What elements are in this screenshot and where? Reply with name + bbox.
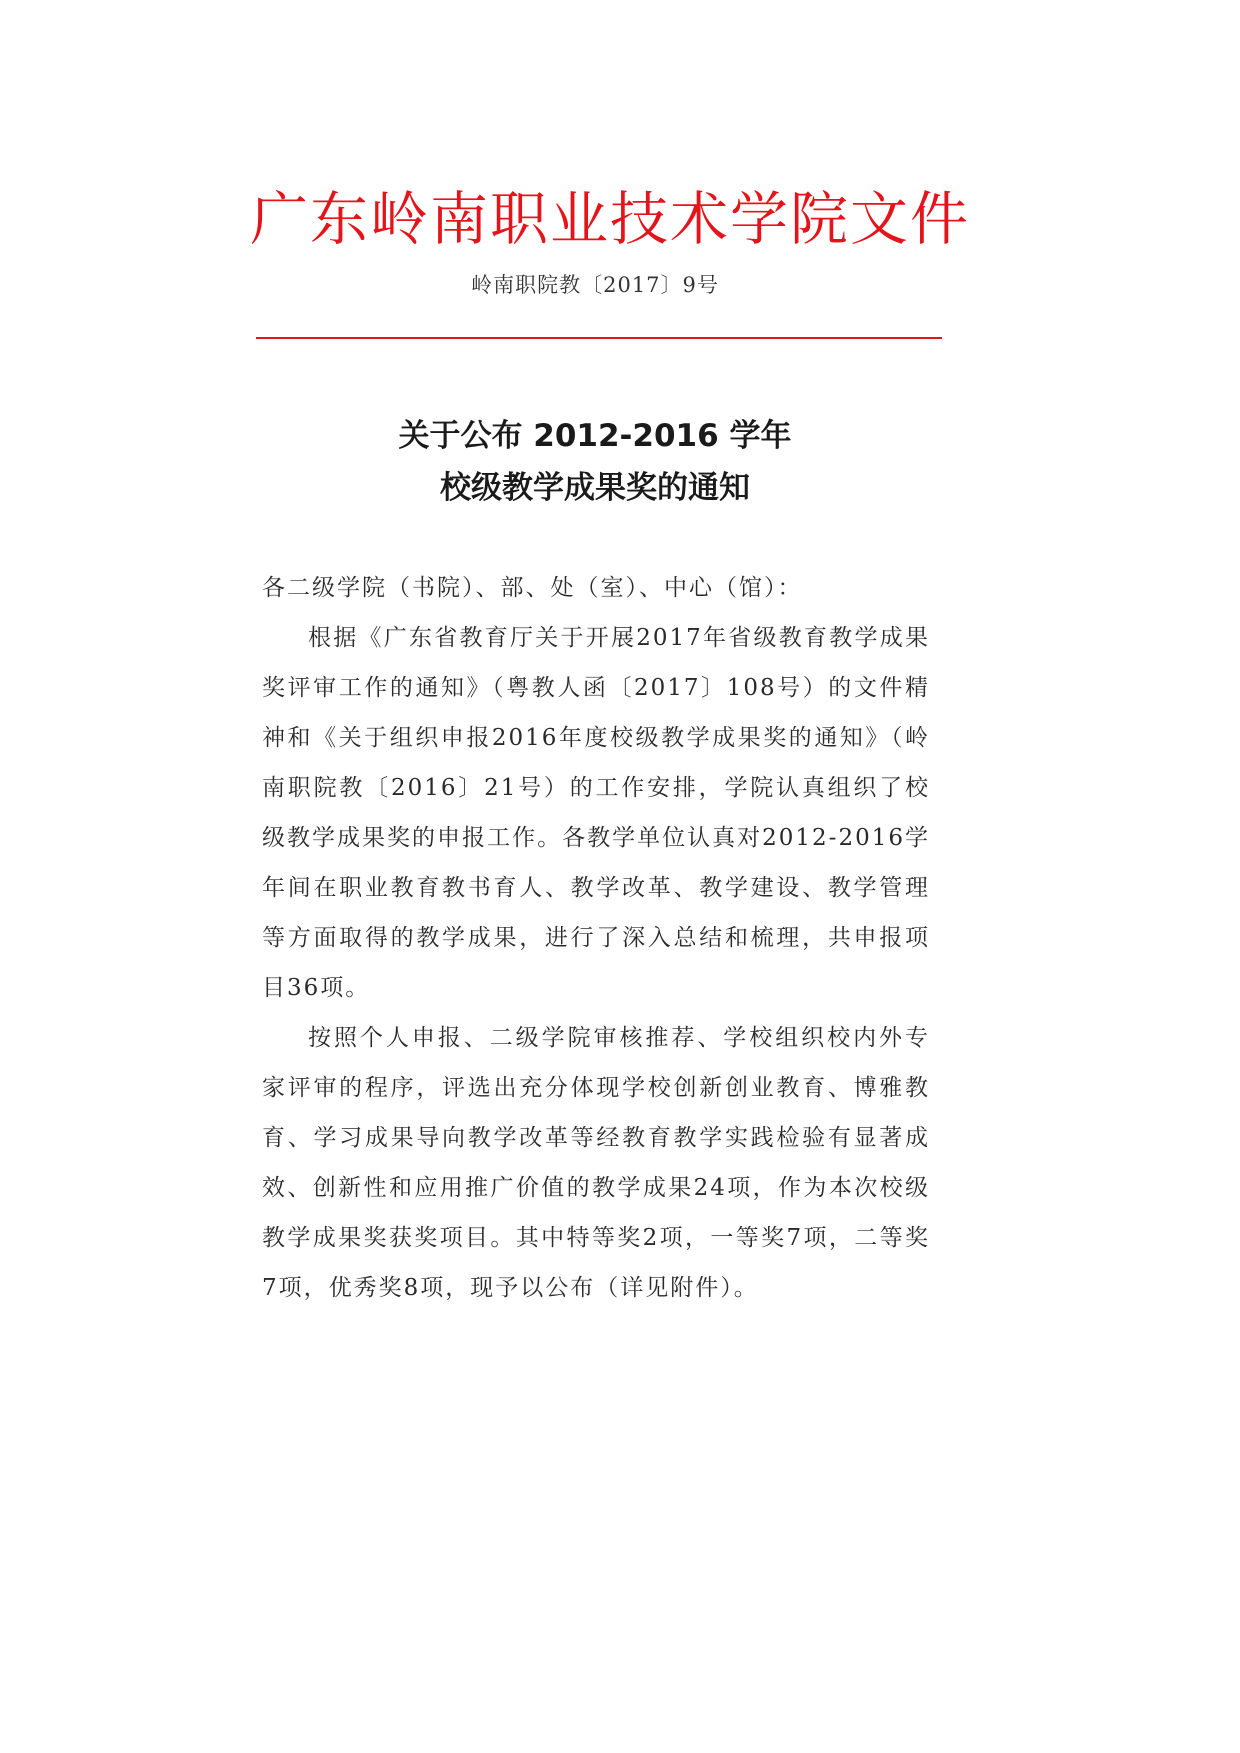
salutation: 各二级学院（书院）、部、处（室）、中心（馆）： — [262, 575, 803, 601]
institution-file-title: 广东岭南职业技术学院文件 — [250, 185, 971, 253]
notice-title — [250, 410, 940, 514]
red-divider-line — [256, 337, 942, 339]
notice-body — [262, 563, 930, 1313]
document-number: 岭南职院教〔2017〕9号 — [471, 273, 719, 297]
notice-title-line-2: 校级教学成果奖的通知 — [440, 470, 750, 506]
paragraph-2: 按照个人申报、二级学院审核推荐、学校组织校内外专家评审的程序，评选出充分体现学校创新创业教育、博雅教育、学习成果导向教学改革等经教育教学实践检验有显著成效、创新性和应用推广价值的教学成果24项，作为本次校级教学成果奖获奖项目。其中特等奖2项，一等奖7项，二等奖7项，优秀奖8项，现予以公布（详见附件）。 — [262, 1025, 930, 1301]
paragraph-1: 根据《广东省教育厅关于开展2017年省级教育教学成果奖评审工作的通知》（粤教人函〔2017〕108号）的文件精神和《关于组织申报2016年度校级教学成果奖的通知》（岭南职院教〔2016〕21号）的工作安排，学院认真组织了校级教学成果奖的申报工作。各教学单位认真对2012-2016学年间在职业教育教书育人、教学改革、教学建设、教学管理等方面取得的教学成果，进行了深入总结和梳理，共申报项目36项。 — [262, 625, 930, 1001]
notice-title-line-1: 关于公布 2012-2016 学年 — [398, 418, 792, 454]
